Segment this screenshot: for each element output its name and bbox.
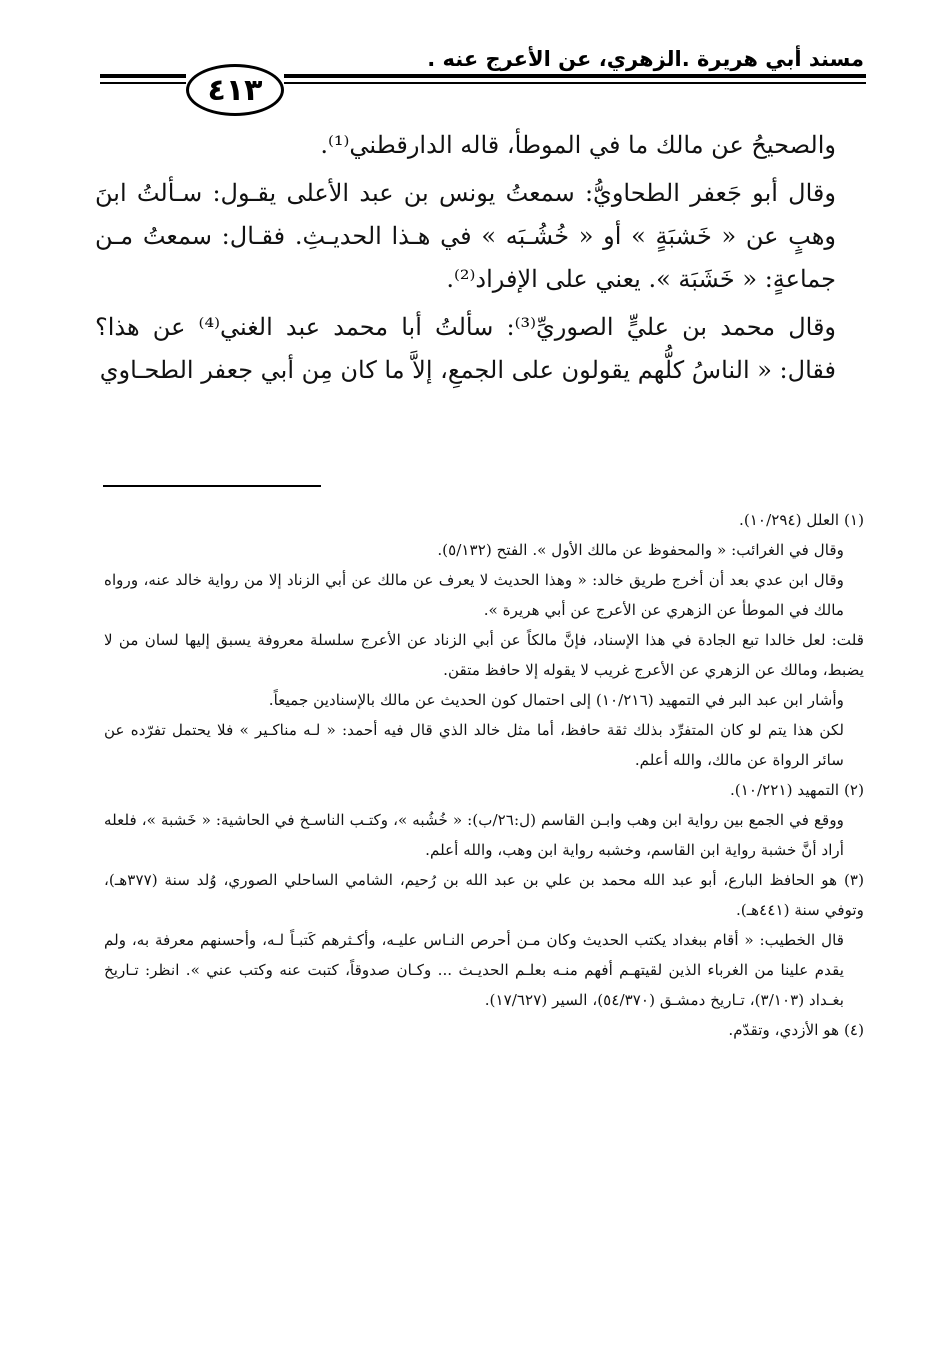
page-number-badge: [186, 64, 284, 116]
header-rule-right: [284, 74, 866, 78]
footnotes: [104, 505, 864, 1045]
footnote-line: لكن هذا يتم لو كان المتفرِّد بذلك ثقة حافظ، أما مثل خالد الذي قال فيه أحمد: « لـه مناكـير » فلا يحتمل تفرّده عن سائر الرواة عن مالك، والله أعلم.: [104, 721, 844, 769]
footnote-line: وقال في الغرائب: « والمحفوظ عن مالك الأول ». الفتح (٥/١٣٢).: [437, 541, 844, 559]
footnote-line: قلت: لعل خالدا تبع الجادة في هذا الإسناد، فإنَّ مالكاً عن أبي الزناد عن الأعرج سلسلة معروفة يسبق إليها لسان من لا يضبط، ومالك عن الزهري عن الأعرج غريب لا يقوله إلا حافظ متقن.: [104, 631, 864, 679]
footnote-line: وأشار ابن عبد البر في التمهيد (١٠/٢١٦) إلى احتمال كون الحديث عن مالك بالإسنادين جميعاً.: [268, 691, 844, 709]
footnote-line: (٤) هو الأزدي، وتقدّم.: [728, 1021, 864, 1039]
header-rule-left: [100, 74, 186, 78]
running-header-title: مسند أبي هريرة .الزهري، عن الأعرج عنه .: [427, 47, 864, 71]
main-paragraph: وقال محمد بن عليٍّ الصوريِّ⁽³⁾: سألتُ أبا محمد عبد الغني⁽⁴⁾ عن هذا؟ فقال: « الناسُ كلُّهم يقولون على الجمعِ، إلاَّ ما كان مِن أبي جعفر الطحـاوي: [95, 313, 837, 384]
main-paragraph: وقال أبو جَعفر الطحاويُّ: سمعتُ يونس بن عبد الأعلى يقـول: سـألتُ ابنَ وهبٍ عن « خَشبَةٍ » أو « خُشُـبَه » في هـذا الحديـثِ. فقـال: سمعتُ مـن جماعةٍ: « خَشَبَة ». يعني على الإفراد⁽²⁾.: [95, 179, 836, 293]
main-text: [95, 124, 866, 392]
main-paragraph: والصحيحُ عن مالك ما في الموطأ، قاله الدارقطني⁽¹⁾.: [320, 131, 836, 159]
header-rule-left-thin: [100, 82, 186, 84]
footnote-line: وقال ابن عدي بعد أن أخرج طريق خالد: « وهذا الحديث لا يعرف عن مالك عن أبي الزناد إلا من رواية خالد عنه، ورواه مالك في الموطأ عن الزهري عن الأعرج عن أبي هريرة ».: [104, 571, 844, 619]
header-rule-right-thin: [284, 82, 866, 84]
footnote-line: (٢) التمهيد (١٠/٢٢١).: [729, 781, 864, 799]
footnote-line: (٣) هو الحافظ البارع، أبو عبد الله محمد بن علي بن عبد الله بن رُحيم، الشامي الساحلي الصوري، وُلد سنة (٣٧٧هـ)، وتوفي سنة (٤٤١هـ).: [104, 871, 864, 919]
footnote-line: ووقع في الجمع بين رواية ابن وهب وابـن القاسم (ل:٢٦/ب): « خُشُبه »، وكتـب الناسـخ في الحاشية: « خَشبة »، فلعله أراد أنَّ خشبة رواية ابن القاسم، وخشبه رواية ابن وهب، والله أعلم.: [104, 811, 844, 859]
page-number: ٤١٣: [207, 72, 263, 108]
footnote-line: قال الخطيب: « أقام ببغداد يكتب الحديث وكان مـن أحرص النـاس عليـه، وأكـثرهم كَتبـاً لـه، وأحسنهم معرفة به، ولم يقدم علينا من الغرباء الذين لقيتهـم أفهم منـه بعلـم الحديـث ... وكـان صدوقاً، كتبت عنه وكتب عني ». انظر: تـاريخ بغـداد (٣/١٠٣)، تـاريخ دمشـق (٥٤/٣٧٠)، السير (١٧/٦٢٧).: [104, 931, 844, 1009]
footnote-line: (١) العلل (١٠/٢٩٤).: [739, 511, 864, 529]
footnote-separator: [103, 485, 321, 487]
